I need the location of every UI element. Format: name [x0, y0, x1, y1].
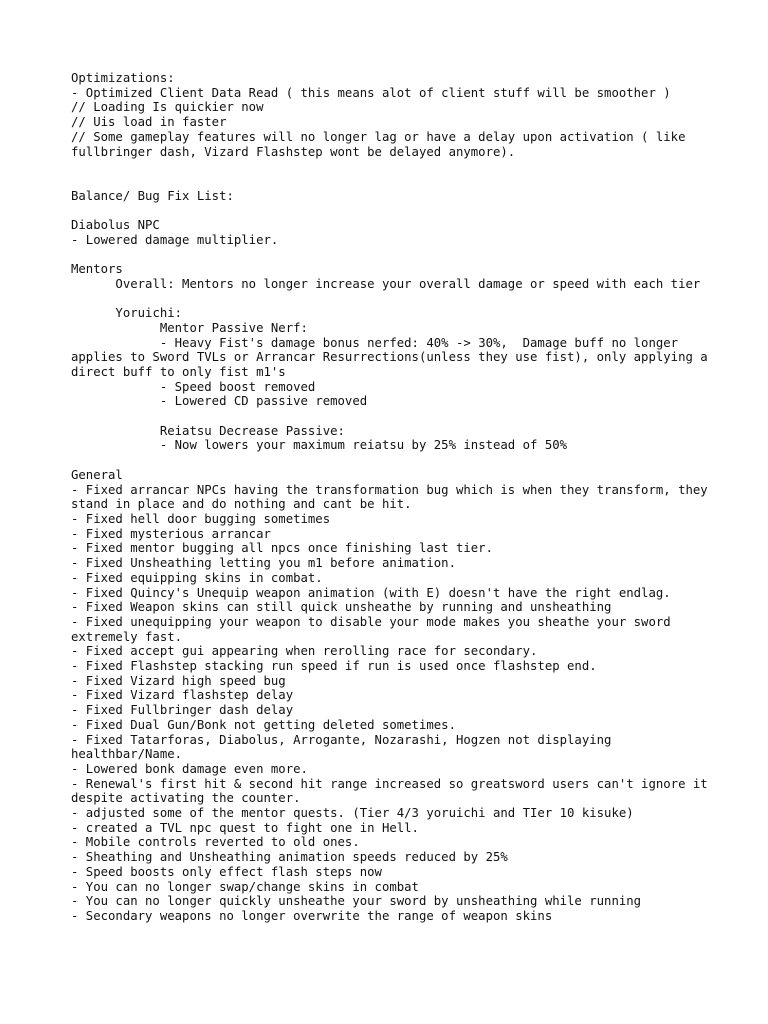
text-line: - Fixed Vizard flashstep delay [71, 688, 294, 703]
text-line: - You can no longer quickly unsheathe your sword by unsheathing while running [71, 894, 642, 909]
text-line: - Fixed Unsheathing letting you m1 before animation. [71, 556, 456, 571]
text-line: - Sheathing and Unsheathing animation speeds reduced by 25% [71, 850, 508, 865]
text-line: - Fixed Dual Gun/Bonk not getting deleted sometimes. [71, 717, 456, 732]
text-line: - Mobile controls reverted to old ones. [71, 835, 360, 850]
text-line: - Fixed equipping skins in combat. [71, 570, 323, 585]
text-line: - Fixed mentor bugging all npcs once finishing last tier. [71, 541, 493, 556]
text-line: - Fixed unequipping your weapon to disable your mode makes you sheathe your sword extremely fast. [71, 614, 679, 644]
text-line: - Lowered bonk damage even more. [71, 761, 308, 776]
text-line: Diabolus NPC [71, 217, 160, 232]
text-line: - Fixed Tatarforas, Diabolus, Arrogante, Nozarashi, Hogzen not displaying healthbar/Name. [71, 732, 619, 762]
text-line [71, 291, 711, 306]
text-line: // Some gameplay features will no longer lag or have a delay upon activation ( like fullbringer dash, Vizard Flashstep wont be delayed anymore). [71, 129, 693, 159]
text-line: // Uis load in faster [71, 115, 227, 130]
text-line: - Now lowers your maximum reiatsu by 25% instead of 50% [71, 438, 568, 453]
text-line [71, 174, 711, 189]
text-line [71, 203, 711, 218]
text-line [71, 159, 711, 174]
text-line: Mentors [71, 262, 123, 277]
text-line: // Loading Is quickier now [71, 100, 264, 115]
text-line: Overall: Mentors no longer increase your overall damage or speed with each tier [71, 276, 701, 291]
text-line: - Fixed Fullbringer dash delay [71, 703, 294, 718]
text-line: - Fixed Vizard high speed bug [71, 673, 286, 688]
text-line [71, 453, 711, 468]
text-line: - Lowered damage multiplier. [71, 232, 279, 247]
text-line [71, 409, 711, 424]
text-line: - Speed boost removed [71, 379, 316, 394]
text-line: - Fixed Weapon skins can still quick unsheathe by running and unsheathing [71, 600, 612, 615]
text-line: Optimizations: [71, 71, 175, 85]
text-line: - You can no longer swap/change skins in combat [71, 879, 419, 894]
text-line: - Fixed accept gui appearing when rerolling race for secondary. [71, 644, 538, 659]
text-line: - Fixed hell door bugging sometimes [71, 511, 331, 526]
text-line: - Lowered CD passive removed [71, 394, 368, 409]
text-line: - Secondary weapons no longer overwrite the range of weapon skins [71, 908, 553, 923]
text-line: Balance/ Bug Fix List: [71, 188, 234, 203]
text-line: - Fixed Quincy's Unequip weapon animation (with E) doesn't have the right endlag. [71, 585, 671, 600]
text-line: - adjusted some of the mentor quests. (Tier 4/3 yoruichi and TIer 10 kisuke) [71, 806, 634, 821]
text-line: - Optimized Client Data Read ( this means alot of client stuff will be smoother ) [71, 85, 671, 100]
text-line: - Renewal's first hit & second hit range increased so greatsword users can't ignore it despite activating the counter. [71, 776, 716, 806]
text-line: Yoruichi: [71, 306, 183, 321]
text-line: - Fixed arrancar NPCs having the transformation bug which is when they transform, they stand in place and do nothing and cant be hit. [71, 482, 716, 512]
text-line: Reiatsu Decrease Passive: [71, 423, 345, 438]
text-line: General [71, 467, 123, 482]
text-line: - Heavy Fist's damage bonus nerfed: 40% -> 30%, Damage buff no longer applies to Sword TVLs or Arrancar Resurrections(unless they use fist), only applying a direct buff to only fist m1's [71, 335, 716, 379]
text-line: - Fixed Flashstep stacking run speed if run is used once flashstep end. [71, 659, 597, 674]
text-line: - Speed boosts only effect flash steps now [71, 864, 382, 879]
text-line: - Fixed mysterious arrancar [71, 526, 271, 541]
text-line: Mentor Passive Nerf: [71, 320, 308, 335]
text-line: - created a TVL npc quest to fight one in Hell. [71, 820, 419, 835]
text-line [71, 247, 711, 262]
patch-notes-document [71, 71, 716, 924]
